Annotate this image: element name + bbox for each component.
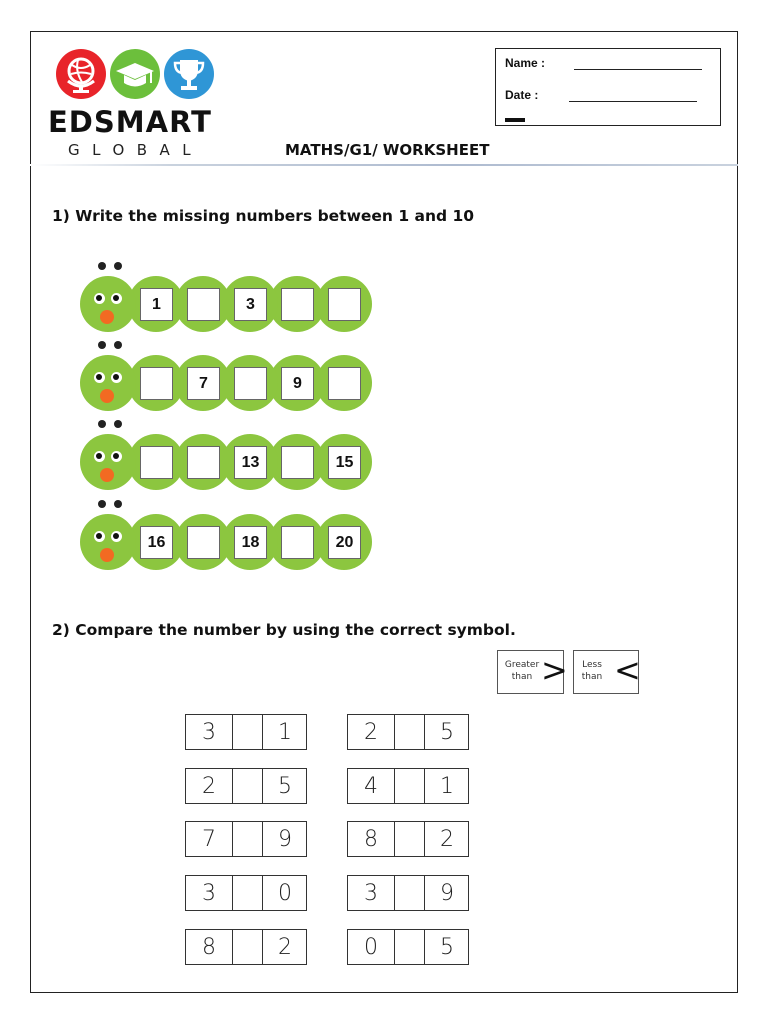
missing-number-box[interactable] [140,367,173,400]
symbol-answer-slot[interactable] [394,930,425,964]
question-1-text: 1) Write the missing numbers between 1 and 10 [52,207,475,225]
symbol-answer-slot[interactable] [232,822,263,856]
right-number: 2 [278,934,292,960]
missing-number-box[interactable] [328,367,361,400]
header-divider [30,164,738,166]
greater-than-symbol: > [541,651,568,689]
caterpillar-nose [100,310,114,324]
symbol-answer-slot[interactable] [394,769,425,803]
less-label-1: Less [582,660,602,670]
symbol-answer-slot[interactable] [394,876,425,910]
less-than-legend [573,650,639,694]
compare-box [347,929,469,965]
given-number-box: 16 [140,526,173,559]
less-label-2: than [581,672,603,682]
right-number: 0 [278,880,292,906]
symbol-answer-slot[interactable] [232,930,263,964]
left-number: 3 [186,876,233,910]
compare-box [347,768,469,804]
caterpillar-row-4 [80,514,370,576]
caterpillar-antenna [98,341,106,349]
missing-number-box[interactable] [140,446,173,479]
less-than-symbol: < [614,651,641,689]
symbol-answer-slot[interactable] [232,876,263,910]
caterpillar-row-3 [80,434,370,496]
caterpillar-row-2 [80,355,370,417]
caterpillar-eye [111,372,122,383]
caterpillar-head [80,514,136,570]
caterpillar-nose [100,548,114,562]
caterpillar-antenna [98,262,106,270]
compare-box [347,821,469,857]
caterpillar-pupil [113,453,119,459]
given-number-box: 7 [187,367,220,400]
compare-box [185,714,307,750]
left-number: 3 [348,876,395,910]
caterpillar-antenna [114,262,122,270]
name-label: Name : [505,56,546,70]
caterpillar-pupil [96,533,102,539]
given-number-box: 13 [234,446,267,479]
missing-number-box[interactable] [328,288,361,321]
caterpillar-antenna [114,341,122,349]
given-number-box: 15 [328,446,361,479]
greater-label-1: Greater [504,660,540,670]
missing-number-box[interactable] [281,288,314,321]
compare-box [347,714,469,750]
missing-number-box[interactable] [187,446,220,479]
given-number-box: 1 [140,288,173,321]
caterpillar-eye [111,293,122,304]
trophy-icon [164,49,214,99]
left-number: 8 [186,930,233,964]
edsmart-logo [48,49,228,165]
right-number: 5 [440,719,454,745]
left-number: 8 [348,822,395,856]
caterpillar-pupil [96,374,102,380]
compare-box [185,821,307,857]
caterpillar-eye [111,451,122,462]
caterpillar-nose [100,468,114,482]
name-field[interactable] [574,69,702,70]
missing-number-box[interactable] [281,526,314,559]
caterpillar-pupil [96,453,102,459]
caterpillar-pupil [113,533,119,539]
compare-box [185,875,307,911]
symbol-answer-slot[interactable] [232,769,263,803]
given-number-box: 20 [328,526,361,559]
left-number: 0 [348,930,395,964]
right-number: 1 [278,719,292,745]
caterpillar-pupil [113,295,119,301]
missing-number-box[interactable] [281,446,314,479]
caterpillar-nose [100,389,114,403]
symbol-answer-slot[interactable] [394,715,425,749]
right-number: 9 [278,826,292,852]
student-info-box [495,48,721,126]
left-number: 2 [186,769,233,803]
caterpillar-antenna [98,500,106,508]
caterpillar-eye [94,531,105,542]
compare-box [347,875,469,911]
brand-subtitle: GLOBAL [68,141,204,159]
caterpillar-antenna [98,420,106,428]
missing-number-box[interactable] [187,526,220,559]
caterpillar-antenna [114,420,122,428]
right-number: 9 [440,880,454,906]
date-field[interactable] [569,101,697,102]
missing-number-box[interactable] [187,288,220,321]
caterpillar-head [80,276,136,332]
caterpillar-head [80,355,136,411]
compare-box [185,929,307,965]
greater-label-2: than [511,672,533,682]
caterpillar-eye [111,531,122,542]
worksheet-title: MATHS/G1/ WORKSHEET [285,141,490,159]
missing-number-box[interactable] [234,367,267,400]
compare-box [185,768,307,804]
right-number: 5 [440,934,454,960]
clipped-label [505,118,525,122]
given-number-box: 3 [234,288,267,321]
globe-icon [56,49,106,99]
caterpillar-antenna [114,500,122,508]
graduation-cap-icon [110,49,160,99]
question-2-text: 2) Compare the number by using the correct symbol. [52,621,516,639]
greater-than-legend [497,650,568,694]
caterpillar-eye [94,293,105,304]
caterpillar-row-1 [80,276,370,338]
given-number-box: 18 [234,526,267,559]
caterpillar-pupil [96,295,102,301]
right-number: 1 [440,773,454,799]
right-number: 2 [440,826,454,852]
caterpillar-eye [94,372,105,383]
given-number-box: 9 [281,367,314,400]
left-number: 4 [348,769,395,803]
left-number: 7 [186,822,233,856]
date-label: Date : [505,88,539,102]
left-number: 2 [348,715,395,749]
right-number: 5 [278,773,292,799]
caterpillar-eye [94,451,105,462]
brand-name: EDSMART [48,105,212,139]
caterpillar-pupil [113,374,119,380]
symbol-answer-slot[interactable] [232,715,263,749]
caterpillar-head [80,434,136,490]
symbol-answer-slot[interactable] [394,822,425,856]
left-number: 3 [186,715,233,749]
